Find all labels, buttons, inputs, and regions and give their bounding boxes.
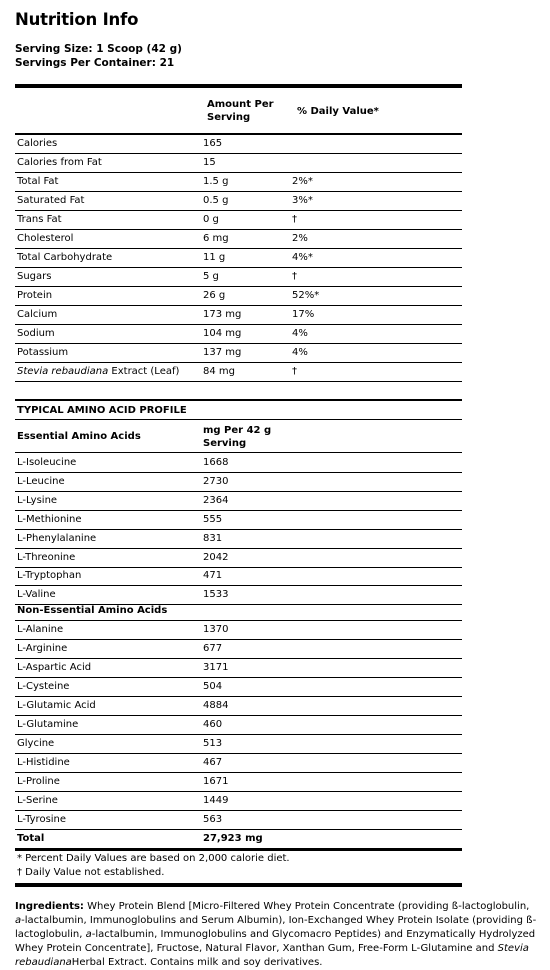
- amino-mg: 1449: [203, 795, 229, 806]
- nutrient-row: [15, 229, 462, 249]
- nutrient-amount: 0 g: [203, 214, 219, 225]
- nutrient-row: [15, 134, 462, 154]
- amino-mg: 2364: [203, 494, 229, 506]
- nutrient-amount: 15: [203, 157, 216, 168]
- amino-mg: 4884: [203, 700, 229, 711]
- nutrient-name: Sugars: [17, 271, 52, 282]
- nutrient-name: Total Carbohydrate: [17, 252, 113, 263]
- amino-row: [15, 810, 462, 830]
- nutrient-row: [15, 191, 462, 211]
- nutrient-daily-value: †: [292, 214, 297, 225]
- amino-row: [15, 639, 462, 659]
- nutrient-amount: 104 mg: [203, 328, 242, 339]
- amino-mg: 513: [203, 738, 223, 749]
- page-title: Nutrition Info: [15, 10, 139, 29]
- stevia-row: Stevia rebaudiana Extract (Leaf) 84 mg †: [15, 362, 462, 382]
- top-thick-rule: [15, 84, 462, 88]
- nutrient-amount: 11 g: [203, 252, 226, 263]
- nutrient-daily-value: †: [292, 271, 297, 282]
- ingredients-text: Ingredients: Whey Protein Blend [Micro-Filtered Whey Protein Concentrate (providing ß-lactoglobulin, a-lactalbumin, Immunoglobulins and Serum Albumin), Ion-Exchanged Whey Protein Isolate (providing ß-lactoglobulin, a-lactalbumin, Immunoglobulins and Glycomacro Peptides) and Enzymatically Hydrolyzed Whey Protein Concentrate], Fructose, Natural Flavor, Xanthan Gum, Free-Form L-Glutamine and Stevia rebaudianaHerbal Extract. Contains milk and soy derivatives.: [15, 901, 537, 968]
- servings-per-container: Servings Per Container: 21: [15, 57, 175, 69]
- nutrient-daily-value: 4%: [292, 328, 308, 339]
- nutrient-amount: 6 mg: [203, 233, 229, 244]
- nutrient-daily-value: 2%: [292, 233, 308, 244]
- nutrient-daily-value: 52%*: [292, 290, 320, 301]
- amino-name: L-Proline: [17, 776, 60, 787]
- footnote-dagger: † Daily Value not established.: [17, 867, 165, 878]
- amino-row: [15, 696, 462, 716]
- nutrient-row: [15, 267, 462, 287]
- nutrient-name: Sodium: [17, 328, 55, 339]
- amino-row: [15, 791, 462, 811]
- amino-name: L-Cysteine: [17, 681, 70, 692]
- nutrient-name: Trans Fat: [17, 214, 62, 225]
- total-row: Total 27,923 mg: [15, 829, 462, 851]
- amino-mg: 1370: [203, 624, 229, 635]
- nutrient-amount: 173 mg: [203, 309, 242, 320]
- amino-row: [15, 566, 462, 586]
- amino-mg: 504: [203, 681, 223, 692]
- amino-name: L-Glutamine: [17, 719, 79, 730]
- serving-size: Serving Size: 1 Scoop (42 g): [15, 43, 182, 55]
- nutrient-amount: 5 g: [203, 271, 219, 282]
- amino-mg: 2042: [203, 551, 229, 563]
- amino-mg: 1668: [203, 457, 229, 468]
- amino-name: L-Methionine: [17, 513, 82, 525]
- amino-mg: 1671: [203, 776, 229, 787]
- bottom-thick-rule: [15, 883, 462, 887]
- nutrient-daily-value: 4%*: [292, 252, 313, 263]
- amino-mg: 1533: [203, 589, 229, 601]
- amino-name: L-Leucine: [17, 475, 65, 487]
- amino-row: [15, 734, 462, 754]
- amino-name: L-Lysine: [17, 494, 58, 506]
- amino-row: [15, 620, 462, 640]
- nutrient-row: [15, 172, 462, 192]
- nutrient-amount: 1.5 g: [203, 176, 229, 187]
- amino-row: [15, 753, 462, 773]
- amino-name: L-Phenylalanine: [17, 532, 97, 544]
- nutrient-name: Calories: [17, 138, 58, 149]
- amino-mg: 2730: [203, 475, 229, 487]
- amino-row: [15, 453, 462, 473]
- amino-mg: 555: [203, 513, 223, 525]
- amino-name: L-Valine: [17, 589, 56, 601]
- amino-name: Glycine: [17, 738, 55, 749]
- nutrient-amount: 165: [203, 138, 223, 149]
- nutrient-daily-value: 4%: [292, 347, 308, 358]
- amino-name: L-Histidine: [17, 757, 70, 768]
- amino-header-row: Essential Amino Acids mg Per 42 g Serving: [15, 420, 462, 453]
- amino-name: L-Threonine: [17, 551, 76, 563]
- nutrient-name: Calories from Fat: [17, 157, 102, 168]
- amino-mg: 471: [203, 570, 223, 582]
- nutrient-row: [15, 324, 462, 344]
- footnote-percent: * Percent Daily Values are based on 2,000 calorie diet.: [17, 853, 290, 864]
- nutrient-row: [15, 248, 462, 268]
- nutrient-amount: 0.5 g: [203, 195, 229, 206]
- amino-mg: 831: [203, 532, 223, 544]
- nutrient-row: [15, 153, 462, 173]
- amino-name: L-Aspartic Acid: [17, 662, 92, 673]
- amino-row: [15, 715, 462, 735]
- amino-row: [15, 772, 462, 792]
- nutrient-name: Calcium: [17, 309, 58, 320]
- daily-value-header: % Daily Value*: [297, 106, 379, 117]
- amino-mg: 460: [203, 719, 223, 730]
- nutrient-daily-value: 17%: [292, 309, 315, 320]
- amino-row: [15, 510, 462, 530]
- nutrient-name: Cholesterol: [17, 233, 74, 244]
- nutrient-name: Saturated Fat: [17, 195, 85, 206]
- nutrient-row: [15, 210, 462, 230]
- amino-row: [15, 658, 462, 678]
- amino-name: L-Serine: [17, 795, 58, 806]
- amino-row: [15, 548, 462, 568]
- amino-mg: 3171: [203, 662, 229, 673]
- amino-row: [15, 472, 462, 492]
- amount-per-serving-header: Amount Per Serving: [207, 99, 274, 123]
- nutrient-row: [15, 286, 462, 306]
- amino-name: L-Isoleucine: [17, 457, 77, 468]
- amino-mg: 563: [203, 814, 223, 825]
- nutrient-amount: 137 mg: [203, 347, 242, 358]
- amino-row: [15, 491, 462, 511]
- amino-mg: 467: [203, 757, 223, 768]
- nutrient-daily-value: 3%*: [292, 195, 313, 206]
- nutrient-name: Protein: [17, 290, 53, 301]
- nutrient-amount: 26 g: [203, 290, 226, 301]
- nutrient-name: Total Fat: [17, 176, 59, 187]
- amino-name: L-Glutamic Acid: [17, 700, 96, 711]
- amino-name: L-Tyrosine: [17, 814, 67, 825]
- nutrient-row: [15, 343, 462, 363]
- amino-mg: 677: [203, 643, 223, 654]
- amino-name: L-Alanine: [17, 624, 64, 635]
- non-essential-header-row: Non-Essential Amino Acids: [15, 601, 462, 621]
- nutrient-name: Potassium: [17, 347, 69, 358]
- amino-row: [15, 677, 462, 697]
- nutrient-row: [15, 305, 462, 325]
- amino-row: [15, 529, 462, 549]
- amino-name: L-Arginine: [17, 643, 68, 654]
- amino-name: L-Tryptophan: [17, 570, 82, 582]
- amino-profile-title-row: TYPICAL AMINO ACID PROFILE: [15, 400, 462, 420]
- nutrient-daily-value: 2%*: [292, 176, 313, 187]
